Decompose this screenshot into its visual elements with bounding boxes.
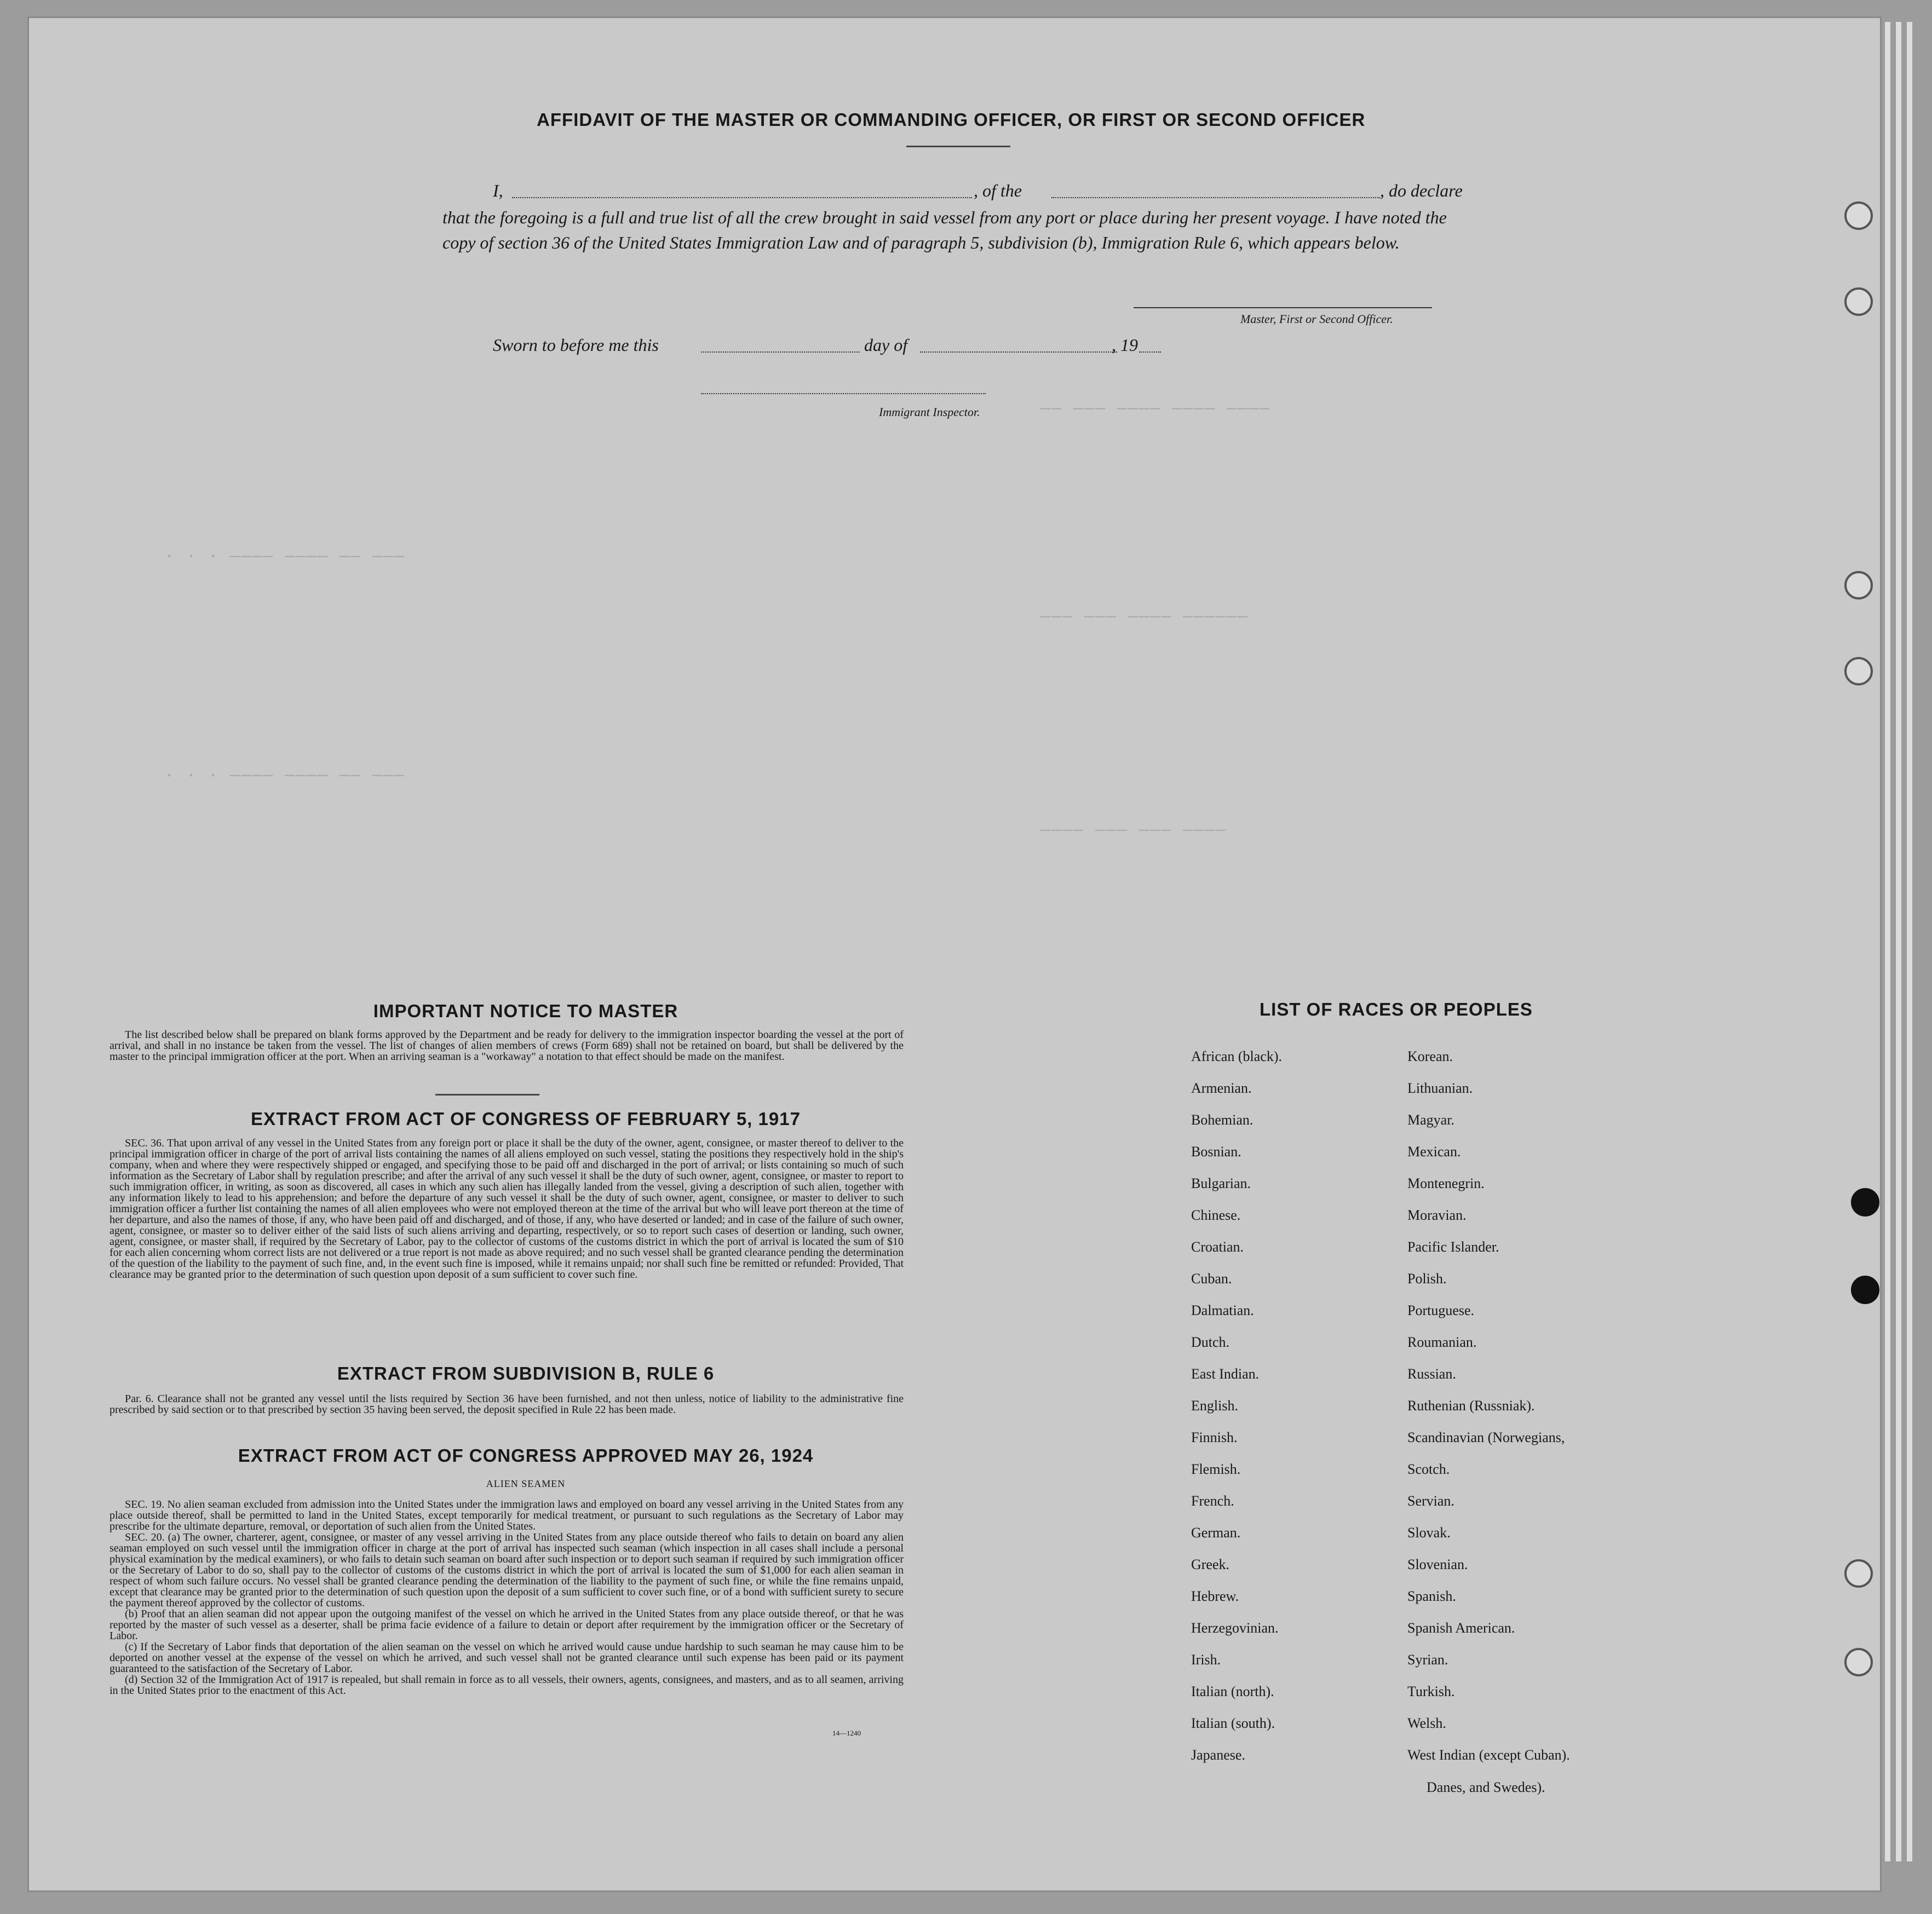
page-edge xyxy=(1895,22,1901,1861)
race-item: Armenian. xyxy=(1191,1080,1252,1096)
race-item: Bulgarian. xyxy=(1191,1175,1251,1191)
race-item: French. xyxy=(1191,1493,1234,1509)
extract-rule6-paragraph: Par. 6. Clearance shall not be granted any vessel until the lists required by Section 36 have been furnished, and not then unless, notice of liability to the administrative fine prescribed by said section or to that prescribed by section 35 having been served, the deposit specified in Rule 22 has been made. xyxy=(110,1393,904,1416)
binder-hole xyxy=(1844,1648,1873,1676)
vessel-blank-line xyxy=(1051,197,1380,198)
race-item: English. xyxy=(1191,1398,1238,1414)
race-item: Italian (north). xyxy=(1191,1684,1274,1699)
race-item: Servian. xyxy=(1407,1493,1454,1509)
sec20b-paragraph: (b) Proof that an alien seaman did not appear upon the outgoing manifest of the vessel on which he arrived in the United States from any place outside thereof, or that he was reported by the master of such vessel as a deserter, shall be prima facie evidence of a failure to detain or deport after requirement by the immigration officer or the Secretary of Labor. xyxy=(110,1608,904,1642)
sworn-prefix: Sworn to before me this xyxy=(493,335,659,355)
race-item: Korean. xyxy=(1407,1048,1453,1064)
extract-1924-title: EXTRACT FROM ACT OF CONGRESS APPROVED MAY 26, 1924 xyxy=(238,1445,814,1466)
race-item: Bosnian. xyxy=(1191,1144,1241,1160)
extract-rule6-text xyxy=(110,1393,904,1415)
race-item: Ruthenian (Russniak). xyxy=(1407,1398,1535,1414)
extract-1924-text xyxy=(110,1499,904,1696)
race-item: Chinese. xyxy=(1191,1207,1241,1223)
race-item: Bohemian. xyxy=(1191,1112,1254,1128)
race-item: Slovak. xyxy=(1407,1525,1451,1541)
month-blank-line xyxy=(920,351,1117,353)
bleed-through-text: · · · ———— ———— —— ——— xyxy=(164,766,406,785)
extract-1924-subtitle: ALIEN SEAMEN xyxy=(486,1478,566,1489)
divider xyxy=(906,146,1010,147)
binder-hole xyxy=(1851,1188,1879,1217)
race-item: Russian. xyxy=(1407,1366,1456,1382)
race-item: Turkish. xyxy=(1407,1684,1455,1699)
bleed-through-text: ———— ——— ——— ———— xyxy=(1040,821,1227,840)
extract-rule6-title: EXTRACT FROM SUBDIVISION B, RULE 6 xyxy=(337,1363,715,1383)
race-item: Croatian. xyxy=(1191,1239,1244,1255)
bleed-through-text: · · · ———— ———— —— ——— xyxy=(164,547,406,566)
race-item: Montenegrin. xyxy=(1407,1175,1485,1191)
sec20a-paragraph: SEC. 20. (a) The owner, charterer, agent, consignee, or master of any vessel arriving in the United States from any place outside thereof who fails to detain on board any alien seaman employed on such vessel until the immigration officer in charge at the port of arrival has inspected such seaman (which inspection in all cases shall include a personal physical examination by the medical examiners), or who fails to detain such seaman on board after such inspection or to deport such seaman if required by such immigration officer or the Secretary of Labor to do so, shall pay to the collector of customs of the customs district in which the port of arrival is located the sum of $1,000 for each alien seaman in respect of whom such failure occurs. No vessel shall be granted clearance pending the determination of the liability to the payment of such fine, or while the fine remains unpaid, except that clearance may be granted prior to the determination of such question upon the deposit of a sum sufficient to cover such fine, or of a bond with sufficient surety to secure the payment thereof approved by the collector of customs. xyxy=(110,1531,904,1609)
race-item: Moravian. xyxy=(1407,1207,1467,1223)
notice-title: IMPORTANT NOTICE TO MASTER xyxy=(373,1001,679,1021)
race-item: Portuguese. xyxy=(1407,1302,1475,1318)
race-item: Finnish. xyxy=(1191,1429,1238,1445)
race-item: West Indian (except Cuban). xyxy=(1407,1747,1570,1763)
page-edge xyxy=(1884,22,1890,1861)
affidavit-title: AFFIDAVIT OF THE MASTER OR COMMANDING OFFICER, OR FIRST OR SECOND OFFICER xyxy=(537,109,1366,130)
race-item: Cuban. xyxy=(1191,1271,1232,1287)
notice-paragraph: The list described below shall be prepared on blank forms approved by the Department and be ready for delivery to the immigration inspector boarding the vessel at the port of arrival, and shall in no instance be taken from the vessel. The list of changes of alien members of crews (Form 689) shall not be retained on board, but shall be delivered by the master to the principal immigration officer at the port. When an arriving seaman is a "workaway" a notation to that effect should be made on the manifest. xyxy=(110,1029,904,1063)
extract-1917-text xyxy=(110,1138,904,1280)
race-item: Greek. xyxy=(1191,1556,1230,1572)
race-item: Spanish. xyxy=(1407,1588,1456,1604)
race-item: Mexican. xyxy=(1407,1144,1461,1160)
bleed-through-text: ——— ——— ———— —————— xyxy=(1040,608,1249,626)
page-edge xyxy=(1906,22,1912,1861)
sec20c-paragraph: (c) If the Secretary of Labor finds that deportation of the alien seaman on the vessel on which he arrived would cause undue hardship to such seaman he may cause him to be deported on another vessel at the expense of the vessel on which he arrived, and such vessel shall not be granted clearance until such expense has been paid or its payment guaranteed to the satisfaction of the Secretary of Labor. xyxy=(110,1641,904,1675)
day-of-label: day of xyxy=(864,335,908,355)
sec19-paragraph: SEC. 19. No alien seaman excluded from admission into the United States under the immigration laws and employed on board any vessel arriving in the United States from any place outside thereof, shall be permitted to land in the United States, except temporarily for medical treatment, or pursuant to such regulations as the Secretary of Labor may prescribe for the ultimate departure, removal, or deportation of such alien from the United States. xyxy=(110,1498,904,1532)
affidavit-body: that the foregoing is a full and true list of all the crew brought in said vessel from any port or place during her present voyage. I have noted the copy of section 36 of the United States Immigration Law and of paragraph 5, subdivision (b), Immigration Rule 6, which appears below. xyxy=(442,207,1447,252)
race-item: German. xyxy=(1191,1525,1241,1541)
race-item: Dalmatian. xyxy=(1191,1302,1254,1318)
year-prefix: , 19 xyxy=(1112,335,1138,355)
notice-text xyxy=(110,1029,904,1062)
binder-hole xyxy=(1844,1559,1873,1588)
race-item: Herzegovinian. xyxy=(1191,1620,1279,1636)
race-item: African (black). xyxy=(1191,1048,1283,1064)
race-item: Scandinavian (Norwegians, xyxy=(1407,1429,1565,1445)
race-item: Welsh. xyxy=(1407,1715,1446,1731)
race-item: Irish. xyxy=(1191,1652,1221,1668)
race-item: Dutch. xyxy=(1191,1334,1230,1350)
affidavit-of-label: , of the xyxy=(974,181,1022,200)
day-blank-line xyxy=(701,351,860,353)
race-item: Pacific Islander. xyxy=(1407,1239,1499,1255)
race-item: Flemish. xyxy=(1191,1461,1241,1477)
races-title: LIST OF RACES OR PEOPLES xyxy=(1260,999,1533,1019)
affidavit-declare-label: , do declare xyxy=(1380,181,1463,200)
binder-hole xyxy=(1844,287,1873,316)
inspector-signature-line xyxy=(701,393,986,394)
inspector-label: Immigrant Inspector. xyxy=(879,405,980,419)
race-item: Japanese. xyxy=(1191,1747,1245,1763)
extract-1917-paragraph: SEC. 36. That upon arrival of any vessel in the United States from any foreign port or place it shall be the duty of the owner, agent, consignee, or master thereof to deliver to the principal immigration officer in charge of the port of arrival lists containing the names of all aliens employed on such vessel, stating the positions they respectively hold in the ship's company, when and where they were respectively shipped or engaged, and specifying those to be paid off and discharged in the port of arrival; or lists containing so much of such information as the Secretary of Labor shall by regulation prescribe; and after the arrival of any such vessel it shall be the duty of such owner, agent, consignee, or master to report to such immigration officer, in writing, as soon as discovered, all cases in which any such alien has illegally landed from the vessel, giving a description of such alien, together with any information likely to lead to his apprehension; and before the departure of any such vessel it shall be the duty of such owner, agent, consignee, or master to deliver to such immigration officer a further list containing the names of all alien employees who were not employed thereon at the time of the arrival but who will leave port thereon at the time of her departure, and also the names of those, if any, who have been paid off and discharged, and of those, if any, who have deserted or landed; and in case of the failure of such owner, agent, consignee, or master so to deliver either of the said lists of such aliens arriving and departing, respectively, or so to report such cases of desertion or landing, such owner, agent, consignee, or master shall, if required by the Secretary of Labor, pay to the collector of customs of the customs district in which the port of arrival is located the sum of $10 for each alien concerning whom correct lists are not delivered or a true report is not made as above required; and no such vessel shall be granted clearance pending the determination of the question of the liability to the payment of such fine, and, in the event such fine is imposed, while it remains unpaid; nor shall such fine be remitted or refunded: Provided, That clearance may be granted prior to the determination of such question upon deposit of a sum sufficient to cover such fine. xyxy=(110,1137,904,1281)
race-item: Polish. xyxy=(1407,1271,1447,1287)
binder-hole xyxy=(1844,657,1873,685)
race-item: Italian (south). xyxy=(1191,1715,1275,1731)
race-item: Syrian. xyxy=(1407,1652,1448,1668)
master-label: Master, First or Second Officer. xyxy=(1240,312,1393,326)
race-item: Slovenian. xyxy=(1407,1556,1468,1572)
race-item-cont: Danes, and Swedes). xyxy=(1427,1779,1545,1795)
master-signature-line xyxy=(1134,307,1432,308)
race-item: Lithuanian. xyxy=(1407,1080,1473,1096)
race-item: Scotch. xyxy=(1407,1461,1450,1477)
race-item: Spanish American. xyxy=(1407,1620,1515,1636)
binder-hole xyxy=(1844,201,1873,230)
binder-hole xyxy=(1851,1276,1879,1304)
race-item: East Indian. xyxy=(1191,1366,1260,1382)
year-blank-line xyxy=(1139,351,1161,353)
name-blank-line xyxy=(512,197,972,198)
form-number: 14—1240 xyxy=(832,1729,861,1737)
race-item: Hebrew. xyxy=(1191,1588,1239,1604)
divider xyxy=(435,1094,539,1096)
binder-hole xyxy=(1844,571,1873,599)
race-item: Magyar. xyxy=(1407,1112,1454,1128)
bleed-through-text: —— ——— ———— ———— ———— xyxy=(1040,400,1271,418)
affidavit-i-label: I, xyxy=(493,181,503,200)
extract-1917-title: EXTRACT FROM ACT OF CONGRESS OF FEBRUARY 5, 1917 xyxy=(251,1109,801,1129)
race-item: Roumanian. xyxy=(1407,1334,1477,1350)
sec20d-paragraph: (d) Section 32 of the Immigration Act of 1917 is repealed, but shall remain in force as to all vessels, their owners, agents, consignees, and masters, and as to all seamen, arriving in the United States prior to the enactment of this Act. xyxy=(110,1674,904,1697)
